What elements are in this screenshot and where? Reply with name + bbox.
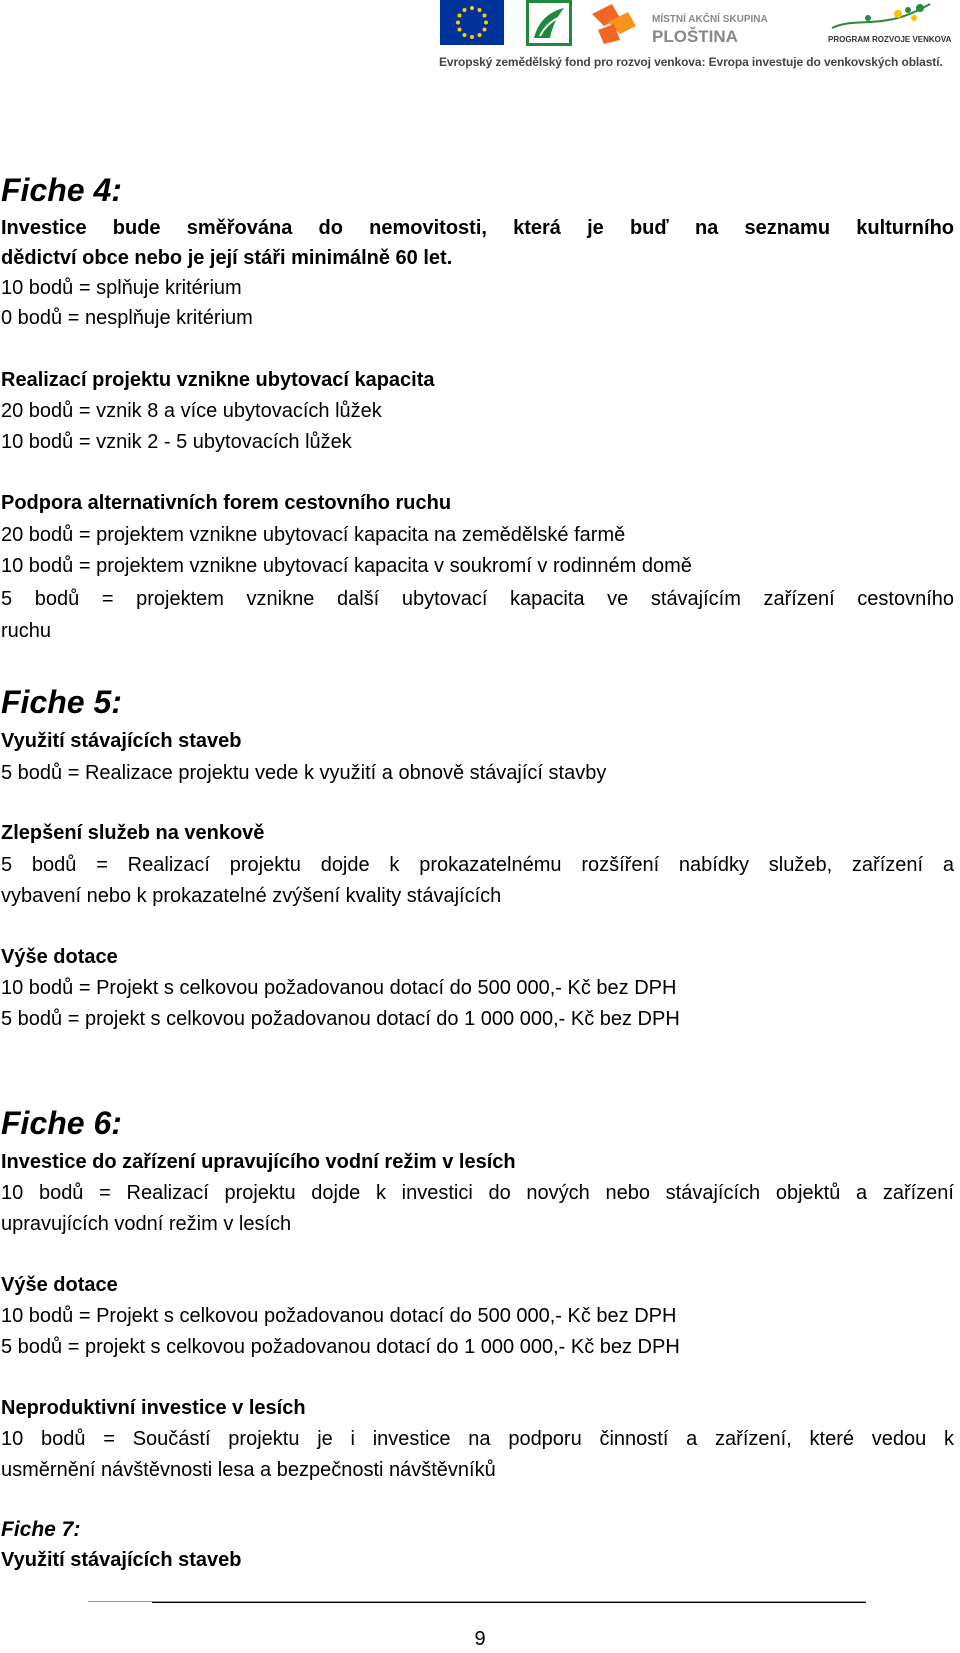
fiche-6-criterion-1-score: 10 bodů = Realizací projektu dojde k investici do nových nebo stávajících objektů a zařízení <box>1 1182 954 1204</box>
fiche-5-criterion-2-score: 5 bodů = Realizací projektu dojde k prokazatelnému rozšíření nabídky služeb, zařízení a <box>1 854 954 876</box>
fiche-6-criterion-2-score: 5 bodů = projekt s celkovou požadovanou dotací do 1 000 000,- Kč bez DPH <box>1 1336 680 1358</box>
fiche-4-criterion-3-heading: Podpora alternativních forem cestovního ruchu <box>1 492 452 514</box>
eu-flag-logo <box>440 0 504 45</box>
fiche-4-criterion-1-score: 0 bodů = nesplňuje kritérium <box>1 307 253 329</box>
fiche-5-criterion-1-score: 5 bodů = Realizace projektu vede k využití a obnově stávající stavby <box>1 762 607 784</box>
fiche-4-criterion-3-score: ruchu <box>1 620 52 642</box>
fiche-4-criterion-3-score: 20 bodů = projektem vznikne ubytovací kapacita na zemědělské farmě <box>1 524 626 546</box>
svg-text:MÍSTNÍ AKČNÍ SKUPINA: MÍSTNÍ AKČNÍ SKUPINA <box>652 14 768 25</box>
fiche-6-criterion-3-heading: Neproduktivní investice v lesích <box>1 1397 306 1419</box>
fiche-7-title: Fiche 7: <box>1 1518 81 1541</box>
header <box>0 0 960 80</box>
fiche-6-criterion-2-heading: Výše dotace <box>1 1274 118 1296</box>
fiche-5-criterion-3-score: 10 bodů = Projekt s celkovou požadovanou dotací do 500 000,- Kč bez DPH <box>1 977 677 999</box>
fiche-6-criterion-3-score: 10 bodů = Součástí projektu je i investice na podporu činností a zařízení, které vedou k <box>1 1428 954 1450</box>
fiche-4-title: Fiche 4: <box>1 172 122 208</box>
header-caption: Evropský zemědělský fond pro rozvoj venkova: Evropa investuje do venkovských oblastí. <box>439 55 943 69</box>
program-rozvoje-venkova-logo <box>828 0 952 48</box>
footer-divider <box>152 1602 866 1603</box>
fiche-6-criterion-1-heading: Investice do zařízení upravujícího vodní režim v lesích <box>1 1151 516 1173</box>
fiche-4-criterion-2-score: 10 bodů = vznik 2 - 5 ubytovacích lůžek <box>1 431 352 453</box>
mas-plostina-logo <box>590 0 790 48</box>
fiche-6-criterion-1-score: upravujících vodní režim v lesích <box>1 1213 292 1235</box>
fiche-6-title: Fiche 6: <box>1 1105 122 1141</box>
fiche-5-criterion-2-heading: Zlepšení služeb na venkově <box>1 822 265 844</box>
page-number: 9 <box>474 1628 486 1650</box>
fiche-6-criterion-3-score: usměrnění návštěvnosti lesa a bezpečnosti návštěvníků <box>1 1459 496 1481</box>
fiche-5-criterion-1-heading: Využití stávajících staveb <box>1 730 242 752</box>
leader-logo <box>526 0 572 46</box>
fiche-4-criterion-2-score: 20 bodů = vznik 8 a více ubytovacích lůžek <box>1 400 382 422</box>
fiche-5-criterion-3-score: 5 bodů = projekt s celkovou požadovanou dotací do 1 000 000,- Kč bez DPH <box>1 1008 680 1030</box>
fiche-4-criterion-3-score: 10 bodů = projektem vznikne ubytovací kapacita v soukromí v rodinném domě <box>1 555 692 577</box>
fiche-4-criterion-2-heading: Realizací projektu vznikne ubytovací kapacita <box>1 369 435 391</box>
fiche-4-criterion-3-score: 5 bodů = projektem vznikne další ubytovací kapacita ve stávajícím zařízení cestovního <box>1 588 954 610</box>
fiche-5-title: Fiche 5: <box>1 684 122 720</box>
fiche-6-criterion-2-score: 10 bodů = Projekt s celkovou požadovanou dotací do 500 000,- Kč bez DPH <box>1 1305 677 1327</box>
fiche-4-criterion-1-score: 10 bodů = splňuje kritérium <box>1 277 242 299</box>
svg-text:PROGRAM ROZVOJE VENKOVA: PROGRAM ROZVOJE VENKOVA <box>828 35 952 44</box>
fiche-4-criterion-1-heading-line2: dědictví obce nebo je její stáři minimálně 60 let. <box>1 247 453 269</box>
fiche-5-criterion-3-heading: Výše dotace <box>1 946 118 968</box>
fiche-4-criterion-1-heading-line1: Investice bude směřována do nemovitosti, která je buď na seznamu kulturního <box>1 217 954 239</box>
svg-text:PLOŠTINA: PLOŠTINA <box>652 27 738 46</box>
fiche-5-criterion-2-score: vybavení nebo k prokazatelné zvýšení kvality stávajících <box>1 885 502 907</box>
fiche-7-criterion-1-heading: Využití stávajících staveb <box>1 1549 242 1571</box>
